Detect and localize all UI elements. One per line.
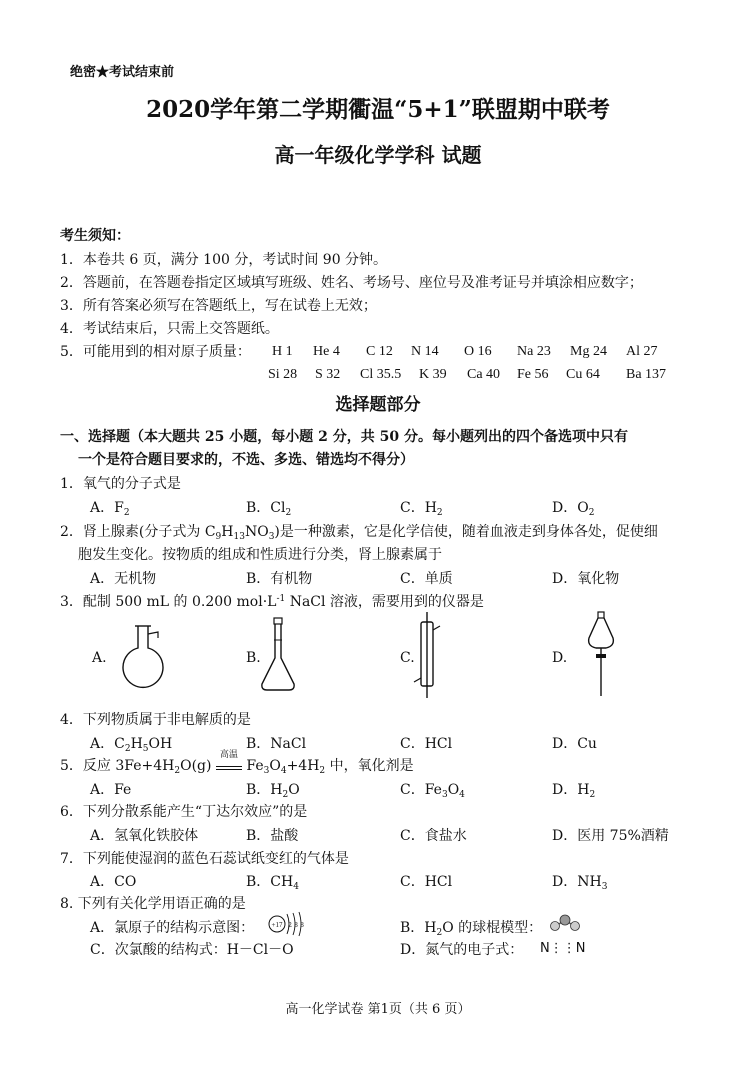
notice-heading: 考生须知： — [60, 228, 130, 244]
q6-option-b[interactable]: B．盐酸 — [246, 828, 299, 844]
q2-stem-line2: 胞发生变化。按物质的组成和性质进行分类，肾上腺素属于 — [78, 547, 442, 563]
q8-option-b[interactable]: B．$H_2O$ 的球棍模型： — [400, 920, 543, 938]
notice-item-5-label: 5．可能用到的相对原子质量： — [60, 344, 251, 360]
q7-option-b[interactable]: B．$CH_4$ — [246, 874, 299, 892]
q7-option-c[interactable]: C．HCl — [400, 874, 453, 890]
svg-text:8: 8 — [294, 922, 298, 929]
q3-option-c[interactable]: C. — [400, 650, 415, 666]
q4-stem: 4．下列物质属于非电解质的是 — [60, 712, 251, 728]
q4-option-b[interactable]: B．NaCl — [246, 736, 307, 752]
condenser-icon — [412, 612, 442, 698]
q2-option-b[interactable]: B．有机物 — [246, 571, 313, 587]
q7-option-a[interactable]: A．CO — [90, 874, 137, 890]
mass-k: K 39 — [419, 367, 447, 382]
mass-he: He 4 — [313, 344, 340, 359]
q6-option-a[interactable]: A．氢氧化铁胶体 — [90, 828, 199, 844]
mass-al: Al 27 — [626, 344, 658, 359]
section-title: 选择题部分 — [335, 395, 421, 415]
mass-n: N 14 — [411, 344, 439, 359]
q2-option-c[interactable]: C．单质 — [400, 571, 453, 587]
mass-c: C 12 — [366, 344, 393, 359]
q3-option-b[interactable]: B. — [246, 650, 261, 666]
notice-item-3: 3．所有答案必须写在答题纸上，写在试卷上无效； — [60, 298, 377, 314]
mass-ba: Ba 137 — [626, 367, 667, 382]
mass-cu: Cu 64 — [566, 367, 600, 382]
q6-option-d[interactable]: D．医用 75%酒精 — [552, 828, 669, 844]
q5-option-a[interactable]: A．Fe — [90, 782, 132, 798]
mass-si: Si 28 — [268, 367, 298, 382]
q8-stem: 8. 下列有关化学用语正确的是 — [60, 896, 246, 912]
round-bottom-flask-icon — [118, 622, 168, 692]
mass-o: O 16 — [464, 344, 492, 359]
nucleus-label: +17 — [271, 921, 283, 929]
mass-fe: Fe 56 — [517, 367, 549, 382]
q6-stem: 6．下列分散系能产生“丁达尔效应”的是 — [60, 804, 308, 820]
q7-option-d[interactable]: D．$NH_3$ — [552, 874, 608, 892]
q1-stem: 1．氧气的分子式是 — [60, 476, 181, 492]
mass-cl: Cl 35.5 — [360, 367, 402, 382]
notice-item-2: 2．答题前，在答题卷指定区域填写班级、姓名、考场号、座位号及准考证号并填涂相应数字； — [60, 275, 643, 291]
q5-condition: 高温 — [219, 750, 238, 760]
q2-stem: 2．肾上腺素(分子式为 $C_9H_{13}NO_3$)是一种激素，它是化学信使，随着血液走到身体各处，促使细 — [60, 524, 658, 542]
q1-option-c[interactable]: C．$H_2$ — [400, 500, 443, 518]
mass-h: H 1 — [272, 344, 293, 359]
q5-option-b[interactable]: B．$H_2O$ — [246, 782, 300, 800]
q8-option-a[interactable]: A．氯原子的结构示意图： — [90, 920, 255, 936]
section-instruction-1: 一、选择题（本大题共 25 小题，每小题 2 分，共 50 分。每小题列出的四个备选项中只有 — [60, 429, 628, 445]
q2-option-d[interactable]: D．氧化物 — [552, 571, 620, 587]
q5-option-c[interactable]: C．$Fe_3O_4$ — [400, 782, 465, 800]
mass-na: Na 23 — [517, 344, 551, 359]
secret-label: 绝密★考试结束前 — [70, 65, 175, 80]
q8-option-d[interactable]: D．氮气的电子式： — [400, 942, 524, 958]
q5-option-d[interactable]: D．$H_2$ — [552, 782, 596, 800]
mass-s: S 32 — [315, 367, 341, 382]
separatory-funnel-icon — [586, 612, 616, 698]
n2-electron-formula: N⋮⋮N — [540, 941, 586, 956]
q3-option-a[interactable]: A. — [92, 650, 107, 666]
water-ball-stick-model-icon — [548, 914, 582, 932]
exam-title: 2020学年第二学期衢温“5+1”联盟期中联考 — [146, 96, 610, 123]
q2-option-a[interactable]: A．无机物 — [90, 571, 157, 587]
q8-option-c[interactable]: C．次氯酸的结构式：H－Cl－O — [90, 942, 294, 958]
q5-stem: 5．反应 $3Fe+4H_2O(g)$ 高温 $Fe_3O_4+4H_2$ 中，氧化剂是 — [60, 750, 414, 776]
q1-option-a[interactable]: A．$F_2$ — [90, 500, 130, 518]
volumetric-flask-icon — [258, 618, 298, 694]
q3-stem: 3．配制 500 mL 的 0.200 $mol\cdot L^{-1}$ NaCl 溶液，需要用到的仪器是 — [60, 594, 484, 610]
chlorine-atom-structure-icon — [268, 910, 308, 938]
q1-option-d[interactable]: D．$O_2$ — [552, 500, 595, 518]
svg-text:2: 2 — [288, 922, 292, 929]
notice-item-1: 1．本卷共 6 页，满分 100 分，考试时间 90 分钟。 — [60, 252, 388, 268]
q1-option-b[interactable]: B．$Cl_2$ — [246, 500, 292, 518]
mass-mg: Mg 24 — [570, 344, 607, 359]
q4-option-d[interactable]: D．Cu — [552, 736, 597, 752]
q4-option-c[interactable]: C．HCl — [400, 736, 453, 752]
mass-ca: Ca 40 — [467, 367, 501, 382]
q3-option-d[interactable]: D. — [552, 650, 568, 666]
svg-text:8: 8 — [300, 922, 304, 929]
q6-option-c[interactable]: C．食盐水 — [400, 828, 467, 844]
q7-stem: 7．下列能使湿润的蓝色石蕊试纸变红的气体是 — [60, 851, 349, 867]
section-instruction-2: 一个是符合题目要求的，不选、多选、错选均不得分） — [78, 452, 414, 468]
notice-item-4: 4．考试结束后，只需上交答题纸。 — [60, 321, 279, 337]
q4-option-a[interactable]: A．$C_2H_5OH$ — [90, 736, 173, 754]
exam-subtitle: 高一年级化学学科 试题 — [274, 143, 482, 167]
page-footer: 高一化学试卷 第1页（共 6 页） — [285, 1002, 471, 1017]
